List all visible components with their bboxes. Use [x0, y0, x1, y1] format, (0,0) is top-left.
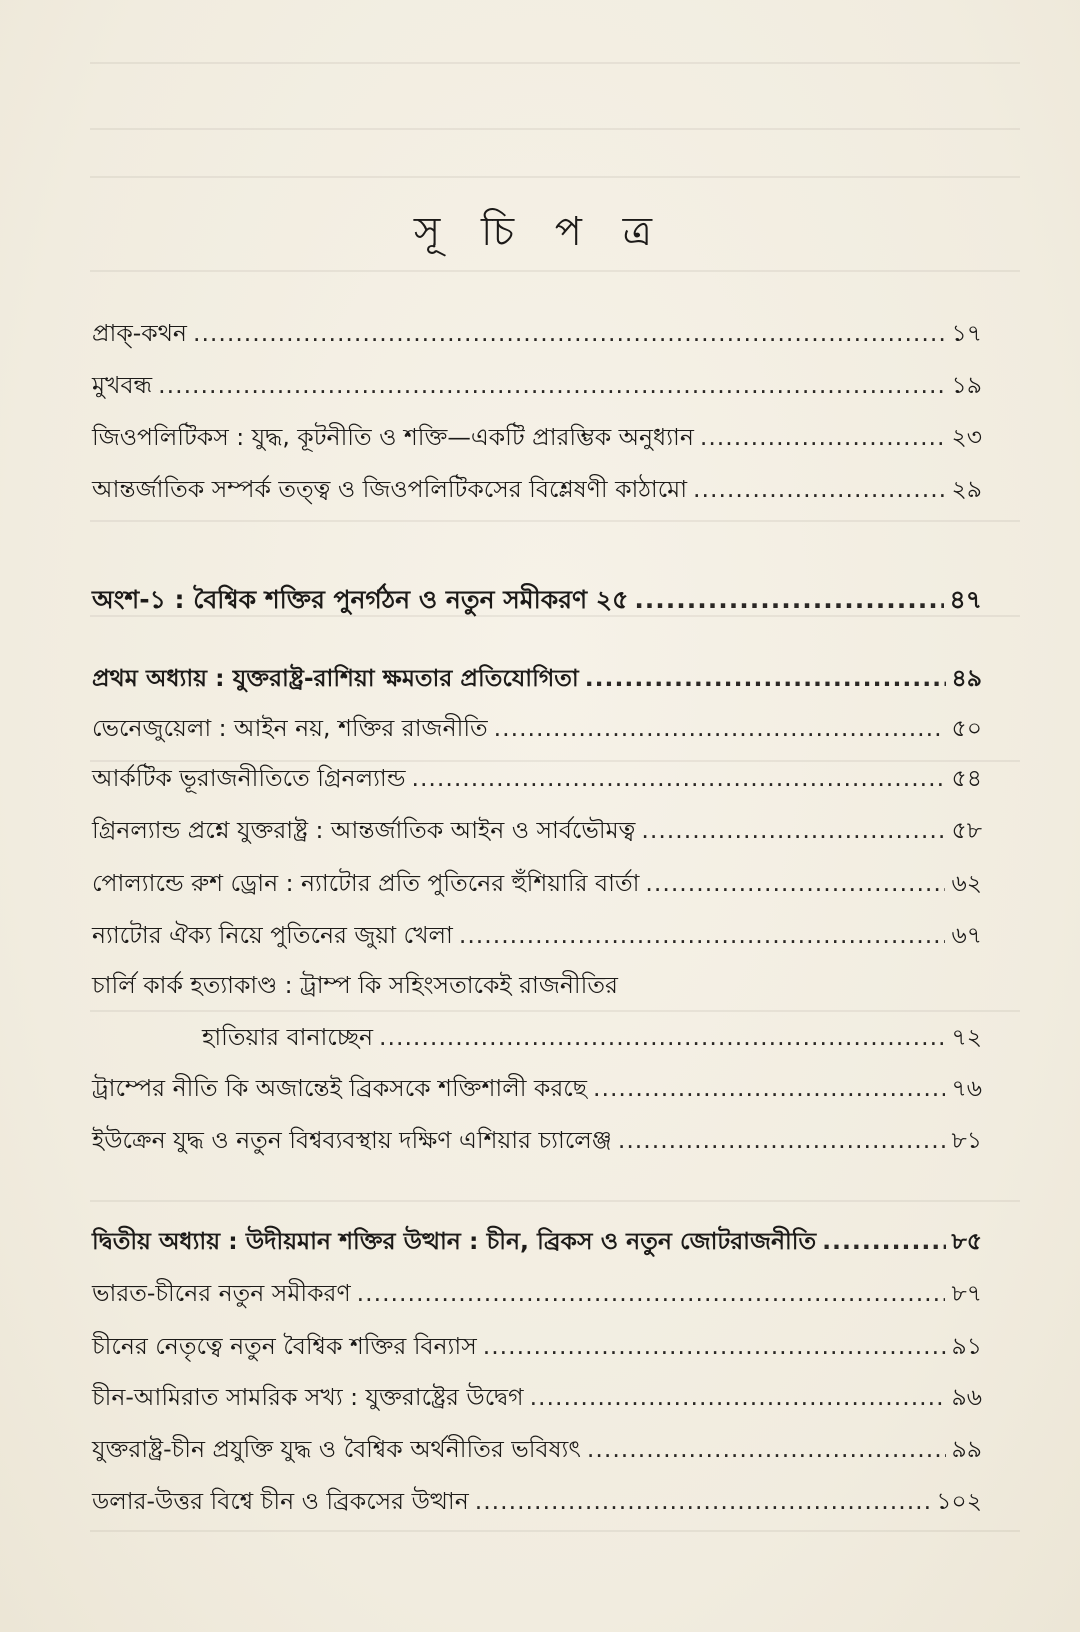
toc-entry [92, 1434, 982, 1464]
toc-entry-page: ৫৪ [951, 764, 982, 792]
dot-leader [700, 422, 946, 452]
toc-entry-label: মুখবন্ধ [92, 371, 153, 399]
toc-entry [92, 763, 982, 793]
toc-entry-label: আন্তর্জাতিক সম্পর্ক তত্ত্ব ও জিওপলিটিকসের বিশ্লেষণী কাঠামো [92, 475, 688, 503]
toc-chapter-heading [92, 663, 982, 693]
toc-entry [92, 920, 982, 950]
toc-entry-label: যুক্তরাষ্ট্র-চীন প্রযুক্তি যুদ্ধ ও বৈশ্বিক অর্থনীতির ভবিষ্যৎ [92, 1435, 581, 1463]
toc-entry [92, 1073, 982, 1103]
toc-entry-label: চীনের নেতৃত্বে নতুন বৈশ্বিক শক্তির বিন্যাস [92, 1332, 477, 1360]
toc-part-heading [92, 585, 982, 615]
toc-chapter-heading [92, 1226, 982, 1256]
dot-leader [158, 370, 945, 400]
dot-leader [379, 1022, 945, 1052]
toc-entry-label: আর্কটিক ভূরাজনীতিতে গ্রিনল্যান্ড [92, 764, 406, 792]
dot-leader [585, 663, 946, 693]
dot-leader [618, 1125, 946, 1155]
dot-leader [593, 1073, 945, 1103]
toc-entry-page: ৭৬ [951, 1074, 982, 1102]
toc-entry-label: দ্বিতীয় অধ্যায় : উদীয়মান শক্তির উত্থান : চীন, ব্রিকস ও নতুন জোটরাজনীতি [92, 1227, 817, 1255]
page-title: সূ চি প ত্র [413, 209, 667, 255]
toc-entry-label: ইউক্রেন যুদ্ধ ও নতুন বিশ্বব্যবস্থায় দক্ষিণ এশিয়ার চ্যালেঞ্জ [92, 1126, 612, 1154]
toc-entry-label: প্রাক্-কথন [92, 319, 187, 347]
toc-entry-page: ৬৭ [951, 921, 982, 949]
toc-entry-page: ৫৮ [951, 816, 982, 844]
dot-leader [645, 868, 945, 898]
toc-entry-page: ২৩ [951, 423, 982, 451]
dot-leader [587, 1434, 946, 1464]
toc-entry [92, 1382, 982, 1412]
toc-entry [92, 1486, 982, 1516]
toc-entry-page: ৪৯ [951, 664, 982, 692]
dot-leader [494, 713, 946, 743]
toc-entry-page: ৮৭ [951, 1279, 982, 1307]
toc-entry-page: ৫০ [951, 714, 982, 742]
dot-leader [822, 1226, 945, 1256]
toc-entry [92, 1331, 982, 1361]
toc-entry-page: ২৯ [951, 475, 982, 503]
toc-entry-page: ৯১ [951, 1332, 982, 1360]
dot-leader [641, 815, 945, 845]
toc-entry [92, 318, 982, 348]
dot-leader [530, 1382, 946, 1412]
dot-leader [193, 318, 946, 348]
toc-entry-label: ভারত-চীনের নতুন সমীকরণ [92, 1279, 351, 1307]
toc-entry-label: ভেনেজুয়েলা : আইন নয়, শক্তির রাজনীতি [92, 714, 488, 742]
toc-entry [92, 370, 982, 400]
dot-leader [693, 474, 945, 504]
toc-entry [202, 1022, 982, 1052]
toc-entry-label: ন্যাটোর ঐক্য নিয়ে পুতিনের জুয়া খেলা [92, 921, 453, 949]
toc-entry [92, 868, 982, 898]
toc-entry-label: চীন-আমিরাত সামরিক সখ্য : যুক্তরাষ্ট্রের উদ্বেগ [92, 1383, 524, 1411]
toc-entry-page: ৮১ [951, 1126, 982, 1154]
toc-entry-page: ৬২ [951, 869, 982, 897]
toc-entry [92, 474, 982, 504]
dot-leader [459, 920, 946, 950]
toc-entry [92, 1125, 982, 1155]
toc-entry-label: পোল্যান্ডে রুশ ড্রোন : ন্যাটোর প্রতি পুতিনের হুঁশিয়ারি বার্তা [92, 869, 640, 897]
toc-entry-page: ১৯ [951, 371, 982, 399]
toc-entry [92, 815, 982, 845]
toc-entry-label: গ্রিনল্যান্ড প্রশ্নে যুক্তরাষ্ট্র : আন্তর্জাতিক আইন ও সার্বভৌমত্ব [92, 816, 636, 844]
toc-entry [92, 422, 982, 452]
toc-entry-page: ৭২ [951, 1023, 982, 1051]
toc-entry-page: ৯৬ [951, 1383, 982, 1411]
toc-entry-label: চার্লি কার্ক হত্যাকাণ্ড : ট্রাম্প কি সহিংসতাকেই রাজনীতির [92, 971, 618, 999]
toc-entry-label: ডলার-উত্তর বিশ্বে চীন ও ব্রিকসের উত্থান [92, 1487, 469, 1515]
dot-leader [357, 1278, 946, 1308]
toc-entry-continuation: হাতিয়ার বানাচ্ছেন [202, 1023, 374, 1051]
toc-entry-page: ৯৯ [951, 1435, 982, 1463]
dot-leader [475, 1486, 930, 1516]
toc-entry-label: জিওপলিটিকস : যুদ্ধ, কূটনীতি ও শক্তি—একটি প্রারম্ভিক অনুধ্যান [92, 423, 694, 451]
toc-entry [92, 1278, 982, 1308]
dot-leader [411, 763, 945, 793]
toc-entry-page: ৪৭ [949, 585, 982, 614]
toc-entry-label: প্রথম অধ্যায় : যুক্তরাষ্ট্র-রাশিয়া ক্ষমতার প্রতিযোগিতা [92, 664, 579, 692]
dot-leader [483, 1331, 946, 1361]
toc-entry-label: ট্রাম্পের নীতি কি অজান্তেই ব্রিকসকে শক্তিশালী করছে [92, 1074, 587, 1102]
toc-entry [92, 713, 982, 743]
toc-entry-page: ৮৫ [951, 1227, 982, 1255]
toc-entry-page: ১০২ [936, 1487, 982, 1515]
toc-entry-page: ১৭ [951, 319, 982, 347]
toc-entry-label: অংশ-১ : বৈশ্বিক শক্তির পুনর্গঠন ও নতুন সমীকরণ ২৫ [92, 585, 629, 614]
dot-leader [634, 585, 943, 615]
